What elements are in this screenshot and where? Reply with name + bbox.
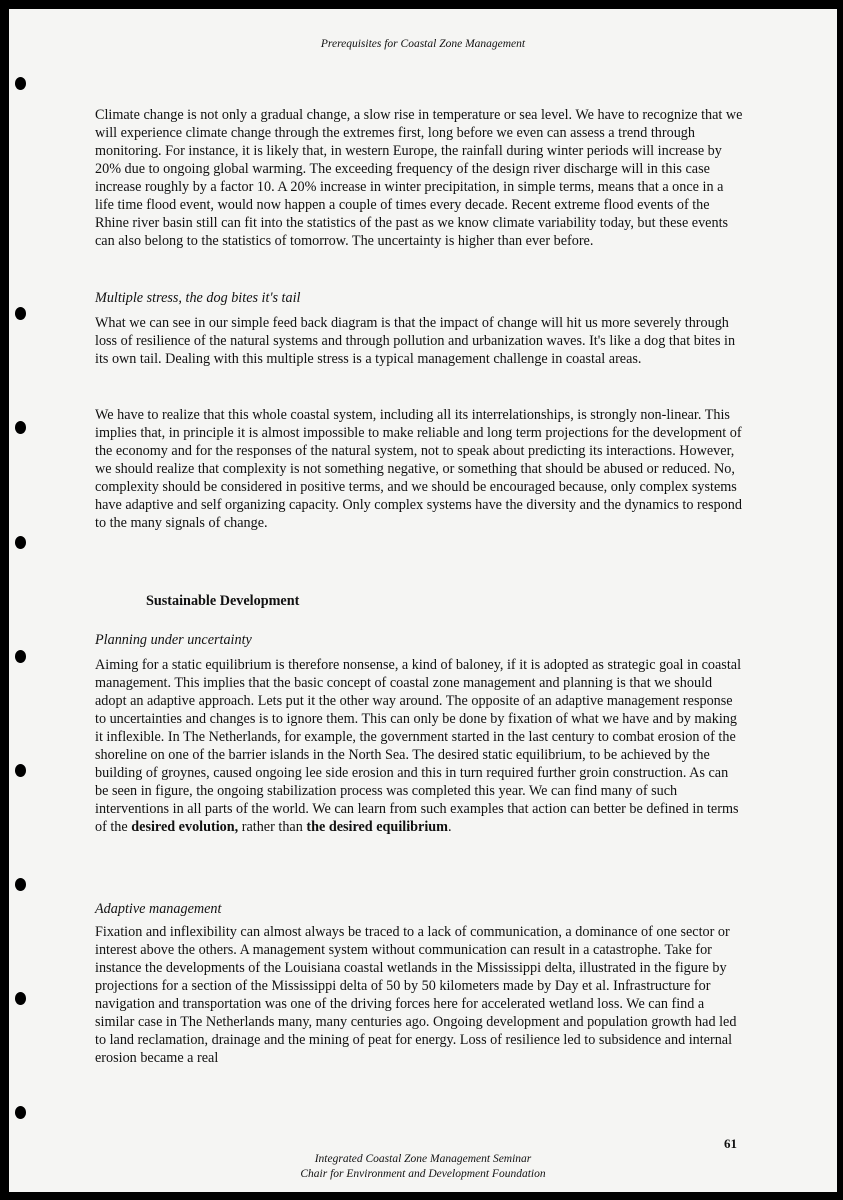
subheading-adaptive-management: Adaptive management — [95, 901, 222, 917]
punch-hole — [15, 992, 26, 1005]
document-page — [9, 9, 837, 1192]
running-header: Prerequisites for Coastal Zone Management — [320, 38, 526, 50]
punch-hole — [15, 307, 26, 320]
paragraph-planning-uncertainty — [95, 656, 743, 836]
section-heading-sustainable-development: Sustainable Development — [146, 593, 300, 609]
footer-line-seminar: Integrated Coastal Zone Management Seminar — [314, 1153, 532, 1165]
text-run: Aiming for a static equilibrium is therefore nonsense, a kind of baloney, if it is adopted as strategic goal in coastal management. This implies that the basic concept of coastal zone management and planning is that we should adopt an adaptive approach. Lets put it the other way around. The opposite of an adaptive management response to uncertainties and changes is to ignore them. This can only be done by fixation of what we have and by making it inflexible. In The Netherlands, for example, the government started in the last century to combat erosion of the shoreline on one of the barrier islands in the North Sea. The desired static equilibrium, to be achieved by the building of groynes, caused ongoing lee side erosion and this in turn required further groin construction. As can be seen in figure, the ongoing stabilization process was completed this year. We can find many of such interventions in all parts of the world. We can learn from such examples that action can better be defined in terms of the — [95, 657, 742, 835]
emphasis-desired-equilibrium: the desired equilibrium — [306, 819, 448, 835]
subheading-planning-uncertainty: Planning under uncertainty — [95, 632, 252, 648]
punch-hole — [15, 878, 26, 891]
punch-hole — [15, 764, 26, 777]
paragraph-multiple-stress: What we can see in our simple feed back diagram is that the impact of change will hit us more severely through loss of resilience of the natural systems and through pollution and urbanization waves. It's like a dog that bites in its own tail. Dealing with this multiple stress is a typical management challenge in coastal areas. — [95, 315, 736, 367]
punch-hole — [15, 421, 26, 434]
paragraph-climate-change: Climate change is not only a gradual change, a slow rise in temperature or sea level. We have to recognize that we will experience climate change through the extremes first, long before we even can assess a trend through monitoring. For instance, it is likely that, in western Europe, the rainfall during winter periods will increase by 20% due to ongoing global warming. The exceeding frequency of the design river discharge will in this case increase roughly by a factor 10. A 20% increase in winter precipitation, in simple terms, means that a once in a life time flood event, would now happen a couple of times every decade. Recent extreme flood events of the Rhine river basin still can fit into the statistics of the past as we know climate variability today, but these events can also belong to the statistics of tomorrow. The uncertainty is higher than ever before. — [95, 107, 743, 249]
punch-hole — [15, 77, 26, 90]
text-run: . — [448, 819, 452, 835]
paragraph-adaptive-management: Fixation and inflexibility can almost always be traced to a lack of communication, a dominance of one sector or interest above the others. A management system without communication can result in a catastrophe. Take for instance the developments of the Louisiana coastal wetlands in the Mississippi delta, illustrated in the figure by projections for a section of the Mississippi delta of 50 by 50 kilometers made by Day et al. Infrastructure for navigation and transportation was one of the driving forces here for accelerated wetland loss. We can find a similar case in The Netherlands many, many centuries ago. Ongoing development and population growth had led to land reclamation, drainage and the mining of peat for energy. Loss of resilience led to subsidence and internal erosion became a real — [95, 924, 737, 1066]
punch-hole — [15, 1106, 26, 1119]
punch-hole — [15, 650, 26, 663]
page-number: 61 — [724, 1136, 737, 1151]
text-run: rather than — [238, 819, 307, 835]
page-footer — [9, 1152, 837, 1182]
paragraph-non-linear: We have to realize that this whole coastal system, including all its interrelationships, is strongly non-linear. This implies that, in principle it is almost impossible to make reliable and long term projections for the development of the economy and for the responses of the natural system, not to speak about predicting its interactions. However, we should realize that complexity is not something negative, or something that should be abused or reduced. No, complexity should be considered in positive terms, and we should be encouraged because, only complex systems have adaptive and self organizing capacity. Only complex systems have the diversity and the dynamics to respond to the many signals of change. — [95, 407, 742, 531]
emphasis-desired-evolution: desired evolution, — [131, 819, 239, 835]
punch-hole — [15, 536, 26, 549]
footer-line-foundation: Chair for Environment and Development Foundation — [300, 1168, 546, 1180]
subheading-multiple-stress: Multiple stress, the dog bites it's tail — [95, 290, 301, 306]
